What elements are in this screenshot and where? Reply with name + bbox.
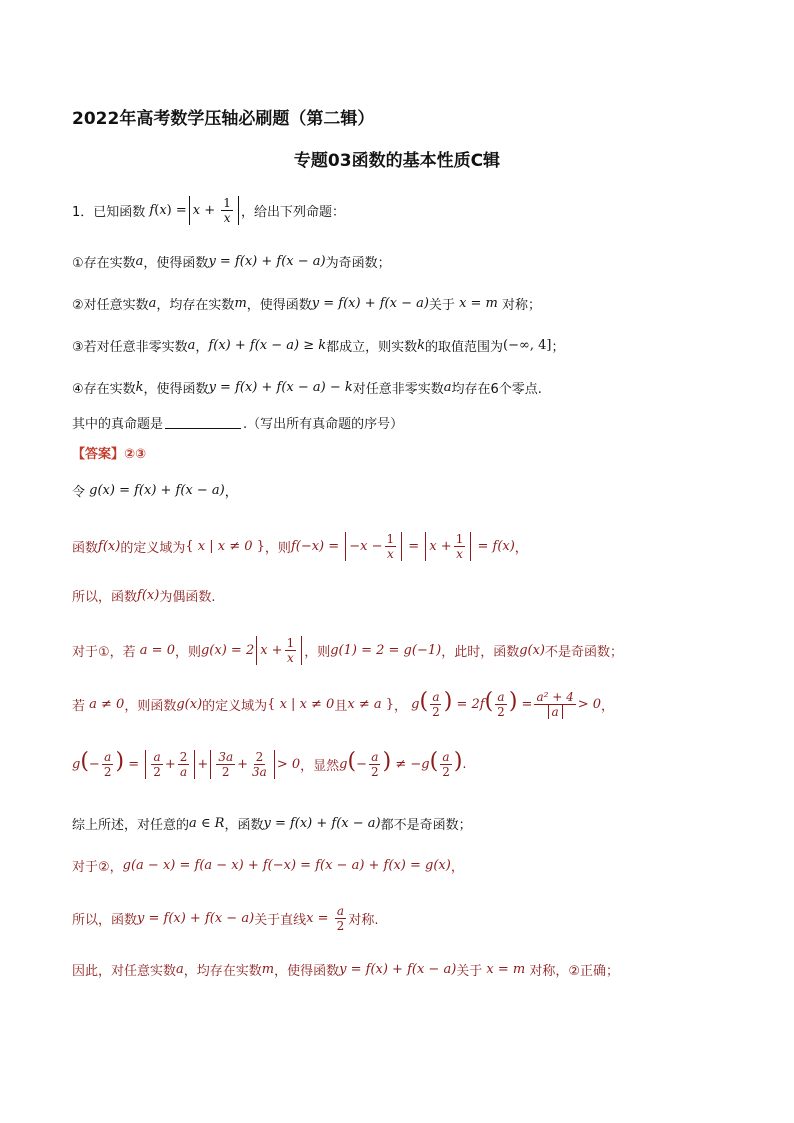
solution-step-5: 若 a ≠ 0 ，则函数 g(x) 的定义域为 { x | x ≠ 0 且 x ≠ a } ， g( $\frac{a}{2}$ ) = 2f( $\frac{a}{2}$ ) = $\frac{\text{a² + 4}}{a}$ > 0 ， (72, 689, 615, 719)
solution-step-4: 对于①，若 a = 0 ，则 g(x) = 2 x + $\frac{1}{x}$ ，则 g(1) = 2 = g(−1) ，此时，函数 g(x) 不是奇函数； (72, 636, 624, 665)
solution-step-9: 所以，函数 y = f(x) + f(x − a) 关于直线 x = $\frac{a}{2}$ 对称. (72, 904, 379, 933)
solution-step-2: 函数 f(x) 的定义域为 { x | x ≠ 0 } ，则 f(−x) = −x − $\frac{1}{x}$ = x + $\frac{1}{x}$ = f(x) ， (72, 532, 528, 561)
solution-step-8: 对于②， g(a − x) = f(a − x) + f(−x) = f(x − a) + f(x) = g(x) ， (72, 858, 464, 875)
solution-step-10: 因此，对任意实数 a ，均存在实数 m ，使得函数 y = f(x) + f(x − a) 关于 x = m 对称，②正确； (72, 962, 620, 979)
problem-intro: 1．已知函数 f(x) = x + $\frac{1}{x}$ ，给出下列命题： (72, 196, 345, 225)
problem-item-2: ②对任意实数 a ，均存在实数 m ，使得函数 y = f(x) + f(x − a) 关于 x = m 对称； (72, 296, 542, 313)
answer-label: 【答案】②③ (72, 447, 147, 462)
solution-step-7: 综上所述，对任意的 a ∈ R ，函数 y = f(x) + f(x − a) 都不是奇函数； (72, 816, 472, 833)
problem-item-3: ③若对任意非零实数 a ， f(x) + f(x − a) ≥ k 都成立，则实数 k 的取值范围为 (−∞, 4] ； (72, 338, 565, 355)
document-title: 2022年高考数学压轴必刷题（第二辑） (72, 109, 375, 129)
problem-item-1: ①存在实数 a ，使得函数 y = f(x) + f(x − a) 为奇函数； (72, 254, 391, 271)
problem-item-4: ④存在实数 k ，使得函数 y = f(x) + f(x − a) − k 对任意非零实数 a 均存在6个零点. (72, 380, 542, 397)
solution-step-3: 所以，函数 f(x) 为偶函数. (72, 588, 216, 605)
solution-step-6: g(− $\frac{a}{2}$ ) = $\frac{a}{2}$ + $\frac{2}{a}$ + $\frac{3a}{2}$ + $\frac{2}{3a}$ > 0 ， 显然 g(− $\frac{a}{2}$ ) ≠ −g( $\frac{a}{2}$ ) . (72, 749, 467, 779)
answer-blank (165, 416, 241, 429)
document-subtitle: 专题03函数的基本性质C辑 (293, 151, 501, 171)
solution-step-1: 令 g(x) = f(x) + f(x − a) ， (72, 483, 238, 500)
problem-question: 其中的真命题是 .（写出所有真命题的序号） (72, 417, 404, 432)
